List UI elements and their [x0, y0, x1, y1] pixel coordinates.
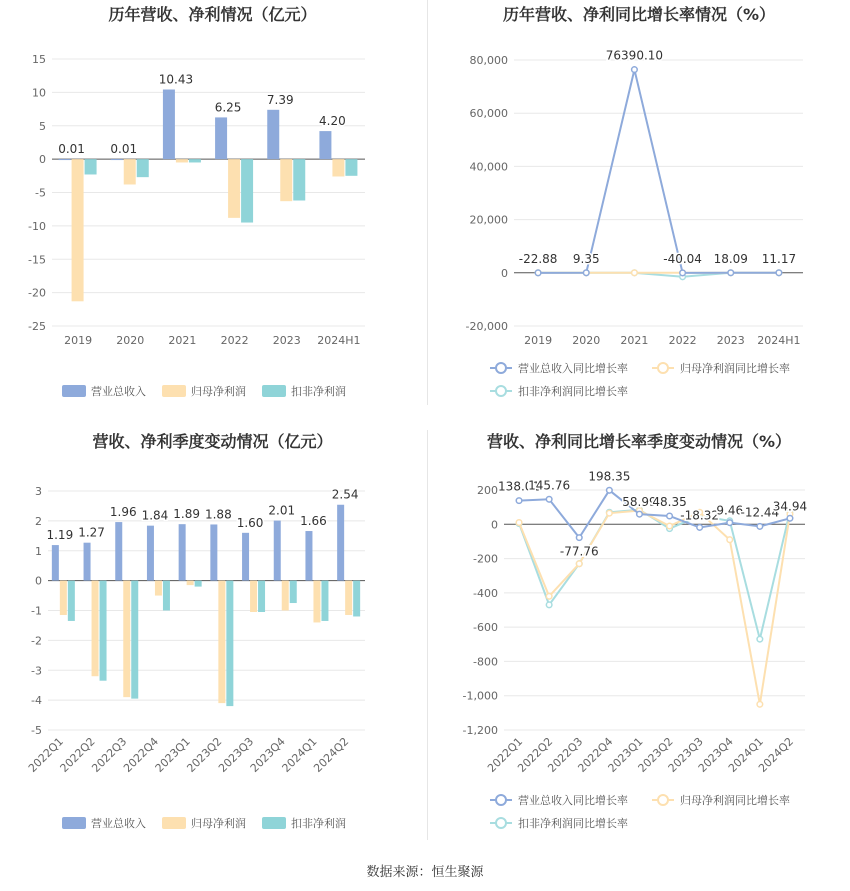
line-data-label: -22.88	[518, 251, 558, 266]
x-tick-label: 2023Q2	[184, 734, 225, 775]
x-tick-label: 2022	[220, 334, 249, 347]
x-tick-label: 2023Q1	[605, 734, 646, 775]
y-tick-label: 200	[477, 484, 498, 497]
bar-data-label: 1.96	[109, 505, 137, 520]
legend-item	[162, 816, 246, 830]
series-point	[546, 593, 552, 599]
y-tick-label: 60,000	[469, 107, 508, 121]
legend-label: 营业总收入同比增长率	[518, 794, 628, 807]
chart-title: 历年营收、净利情况（亿元）	[108, 5, 317, 24]
bar-revenue	[267, 110, 279, 159]
x-tick-label: 2023Q3	[665, 734, 706, 775]
y-tick-label: -1	[31, 604, 42, 618]
x-tick-label: 2019	[524, 334, 553, 347]
bar-net-profit	[60, 581, 67, 615]
bar-revenue	[305, 531, 312, 581]
chart-title: 营收、净利同比增长率季度变动情况（%）	[486, 432, 792, 451]
x-tick-label: 2023	[272, 334, 301, 347]
x-tick-label: 2023Q4	[247, 734, 288, 775]
y-tick-label: -2	[31, 634, 42, 648]
x-tick-label: 2019	[64, 334, 93, 347]
bar-revenue	[274, 521, 281, 581]
series-point	[546, 496, 552, 502]
legend-label: 扣非净利润	[291, 817, 346, 830]
legend-swatch	[262, 385, 286, 397]
x-tick-label: 2020	[116, 334, 145, 347]
bar-revenue	[52, 545, 59, 581]
bar-net-profit	[187, 581, 194, 585]
bar-revenue	[84, 543, 91, 581]
legend-circle-marker	[496, 795, 506, 805]
y-tick-label: -1,200	[462, 724, 498, 737]
x-tick-label: 2022Q4	[121, 734, 162, 775]
bar-net-profit	[124, 159, 136, 184]
legend-swatch	[262, 817, 286, 829]
bar-deducted-profit	[131, 581, 138, 699]
y-tick-label: -15	[28, 253, 46, 267]
legend-label: 扣非净利润同比增长率	[518, 817, 628, 830]
y-tick-label: 0	[491, 518, 498, 532]
y-tick-label: -4	[31, 694, 42, 708]
x-tick-label: 2022	[668, 334, 697, 347]
bar-deducted-profit	[345, 159, 357, 176]
y-tick-label: 10	[32, 86, 46, 100]
y-tick-label: -1,000	[462, 689, 498, 703]
x-tick-label: 2022Q3	[545, 734, 586, 775]
legend-swatch	[62, 385, 86, 397]
annual-revenue-profit-chart	[0, 0, 425, 410]
y-tick-label: -400	[473, 586, 498, 600]
x-tick-label: 2022Q2	[515, 734, 556, 775]
y-tick-label: -800	[473, 655, 498, 669]
line-data-label: -18.32	[680, 508, 719, 523]
line-data-label: -12.44	[740, 505, 780, 520]
series-point	[727, 520, 733, 526]
bar-revenue	[59, 159, 71, 160]
line-data-label: 58.99	[622, 495, 657, 510]
line-data-label: 11.17	[761, 251, 797, 266]
y-tick-label: -3	[31, 664, 42, 678]
series-point	[607, 510, 613, 516]
line-data-label: 18.09	[713, 251, 748, 266]
chart-title: 历年营收、净利同比增长率情况（%）	[502, 5, 776, 24]
series-point	[516, 520, 522, 526]
bar-deducted-profit	[85, 159, 97, 174]
x-tick-label: 2024Q1	[279, 734, 320, 775]
bar-data-label: 1.27	[78, 525, 105, 540]
x-tick-label: 2023	[716, 334, 745, 347]
x-tick-label: 2023Q4	[695, 734, 736, 775]
x-tick-label: 2024Q2	[311, 734, 352, 775]
bar-data-label: 0.01	[110, 142, 138, 157]
bar-revenue	[319, 131, 331, 159]
legend-label: 营业总收入同比增长率	[518, 362, 628, 375]
bar-net-profit	[155, 581, 162, 596]
bar-deducted-profit	[258, 581, 265, 612]
y-tick-label: -20	[28, 286, 46, 300]
bar-net-profit	[123, 581, 130, 698]
y-tick-label: 40,000	[469, 160, 508, 174]
y-tick-label: 1	[35, 544, 42, 558]
y-tick-label: -600	[473, 621, 498, 635]
y-tick-label: -5	[31, 724, 42, 737]
bar-data-label: 1.66	[300, 514, 327, 529]
bar-data-label: 1.88	[204, 507, 232, 522]
y-tick-label: -5	[35, 186, 46, 200]
bar-deducted-profit	[353, 581, 360, 617]
bar-revenue	[242, 533, 249, 581]
series-point	[546, 602, 552, 608]
bar-data-label: 1.89	[173, 507, 201, 522]
legend-item	[162, 384, 246, 398]
y-tick-label: -20,000	[465, 320, 508, 333]
bar-revenue	[179, 524, 186, 580]
legend-label: 归母净利润同比增长率	[680, 362, 790, 375]
y-tick-label: 0	[39, 153, 46, 167]
y-tick-label: 0	[501, 266, 508, 280]
bar-deducted-profit	[189, 159, 201, 162]
bar-data-label: 2.54	[331, 487, 359, 502]
annual-growth-rate-chart	[428, 0, 850, 410]
y-tick-label: 20,000	[469, 213, 508, 227]
legend-circle-marker	[658, 795, 668, 805]
series-point	[576, 561, 582, 567]
x-tick-label: 2024Q1	[725, 734, 766, 775]
x-tick-label: 2023Q3	[216, 734, 257, 775]
line-data-label: 48.35	[652, 494, 687, 509]
line-data-label: 76390.10	[605, 48, 664, 63]
bar-revenue	[210, 524, 217, 580]
bar-data-label: 0.01	[58, 142, 85, 157]
y-tick-label: 2	[35, 514, 42, 528]
bar-deducted-profit	[163, 581, 170, 611]
quarterly-growth-rate-chart	[428, 425, 850, 850]
bar-deducted-profit	[226, 581, 233, 706]
y-tick-label: -25	[28, 320, 46, 333]
bar-deducted-profit	[137, 159, 149, 177]
bar-net-profit	[345, 581, 352, 615]
x-tick-label: 2023Q2	[635, 734, 676, 775]
legend-item	[62, 384, 146, 398]
bar-revenue	[111, 159, 123, 160]
series-point	[535, 270, 541, 276]
bar-deducted-profit	[100, 581, 107, 681]
legend-circle-marker	[496, 386, 506, 396]
bar-net-profit	[176, 159, 188, 162]
series-point	[516, 498, 522, 504]
x-tick-label: 2022Q3	[89, 734, 130, 775]
legend-item	[490, 816, 628, 830]
bar-data-label: 1.19	[46, 528, 74, 543]
series-point	[787, 515, 793, 521]
bar-net-profit	[72, 159, 84, 301]
legend-label: 营业总收入	[91, 385, 146, 398]
y-tick-label: -10	[28, 219, 46, 233]
bar-data-label: 7.39	[266, 92, 294, 107]
x-tick-label: 2024H1	[317, 334, 361, 347]
legend-label: 归母净利润	[191, 385, 246, 398]
bar-deducted-profit	[321, 581, 328, 621]
legend-circle-marker	[658, 363, 668, 373]
bar-net-profit	[313, 581, 320, 623]
bar-deducted-profit	[195, 581, 202, 587]
series-point	[576, 535, 582, 541]
series-point	[776, 270, 782, 276]
legend-item	[262, 384, 346, 398]
bar-revenue	[115, 522, 122, 581]
series-point	[757, 701, 763, 707]
y-tick-label: 0	[35, 574, 42, 588]
legend-item	[490, 793, 628, 807]
line-data-label: 145.76	[528, 478, 571, 493]
bar-net-profit	[250, 581, 257, 612]
series-point	[728, 270, 734, 276]
series-line-revenue-growth	[538, 70, 779, 273]
line-data-label: -40.04	[663, 251, 702, 266]
x-tick-label: 2022Q1	[485, 734, 526, 775]
x-tick-label: 2020	[572, 334, 601, 347]
legend-item	[490, 361, 628, 375]
legend-circle-marker	[496, 363, 506, 373]
line-data-label: 9.35	[572, 251, 600, 266]
legend-label: 扣非净利润同比增长率	[518, 385, 628, 398]
series-point	[727, 537, 733, 543]
bar-net-profit	[332, 159, 344, 176]
bar-data-label: 6.25	[214, 100, 242, 115]
legend-item	[652, 361, 790, 375]
series-point	[667, 523, 673, 529]
line-data-label: 198.35	[588, 469, 631, 484]
line-data-label: 138.01	[498, 479, 541, 494]
bar-net-profit	[92, 581, 99, 677]
x-tick-label: 2021	[620, 334, 649, 347]
bar-revenue	[163, 90, 175, 160]
series-point	[607, 487, 613, 493]
line-data-label: -77.76	[559, 544, 599, 559]
x-tick-label: 2023Q1	[152, 734, 193, 775]
legend-item	[652, 793, 790, 807]
x-tick-label: 2021	[168, 334, 197, 347]
series-point	[680, 270, 686, 276]
legend-swatch	[162, 817, 186, 829]
y-tick-label: -200	[473, 552, 498, 566]
bar-data-label: 2.01	[268, 503, 296, 518]
legend-label: 归母净利润同比增长率	[680, 794, 790, 807]
bar-data-label: 4.20	[319, 114, 346, 129]
bar-net-profit	[218, 581, 225, 703]
series-point	[697, 525, 703, 531]
quarterly-revenue-profit-chart	[0, 425, 425, 850]
legend-item	[62, 816, 146, 830]
y-tick-label: 3	[35, 485, 42, 498]
legend-item	[490, 384, 628, 398]
y-tick-label: 5	[39, 119, 46, 133]
legend-label: 归母净利润	[191, 817, 246, 830]
x-tick-label: 2022Q4	[575, 734, 616, 775]
bar-data-label: 1.60	[236, 515, 264, 530]
legend-swatch	[62, 817, 86, 829]
series-point	[583, 270, 589, 276]
legend-label: 营业总收入	[91, 817, 146, 830]
bar-net-profit	[228, 159, 240, 218]
bar-data-label: 1.84	[141, 508, 169, 523]
series-point	[637, 511, 643, 517]
series-line-net-profit-growth	[519, 511, 790, 705]
series-point	[667, 513, 673, 519]
x-tick-label: 2022Q2	[57, 734, 98, 775]
legend-label: 扣非净利润	[291, 385, 346, 398]
x-tick-label: 2024H1	[757, 334, 801, 347]
legend-item	[262, 816, 346, 830]
bar-deducted-profit	[290, 581, 297, 603]
x-tick-label: 2022Q1	[25, 734, 66, 775]
bar-deducted-profit	[241, 159, 253, 222]
series-point	[632, 270, 638, 276]
chart-title: 营收、净利季度变动情况（亿元）	[92, 432, 333, 451]
bar-revenue	[147, 526, 154, 581]
legend-swatch	[162, 385, 186, 397]
y-tick-label: 15	[32, 53, 46, 66]
series-point	[757, 636, 763, 642]
line-data-label: 34.94	[772, 499, 808, 514]
bar-data-label: 10.43	[158, 72, 194, 87]
bar-revenue	[337, 505, 344, 581]
bar-revenue	[215, 117, 227, 159]
legend-circle-marker	[496, 818, 506, 828]
series-line-deducted-profit-growth	[519, 510, 790, 639]
series-point	[757, 524, 763, 530]
series-point	[632, 67, 638, 73]
line-data-label: 9.46	[716, 503, 744, 518]
bar-net-profit	[282, 581, 289, 611]
bar-deducted-profit	[68, 581, 75, 621]
x-tick-label: 2024Q2	[756, 734, 797, 775]
data-source-label: 数据来源：恒生聚源	[366, 865, 484, 880]
bar-net-profit	[280, 159, 292, 201]
bar-deducted-profit	[293, 159, 305, 200]
y-tick-label: 80,000	[469, 54, 508, 67]
